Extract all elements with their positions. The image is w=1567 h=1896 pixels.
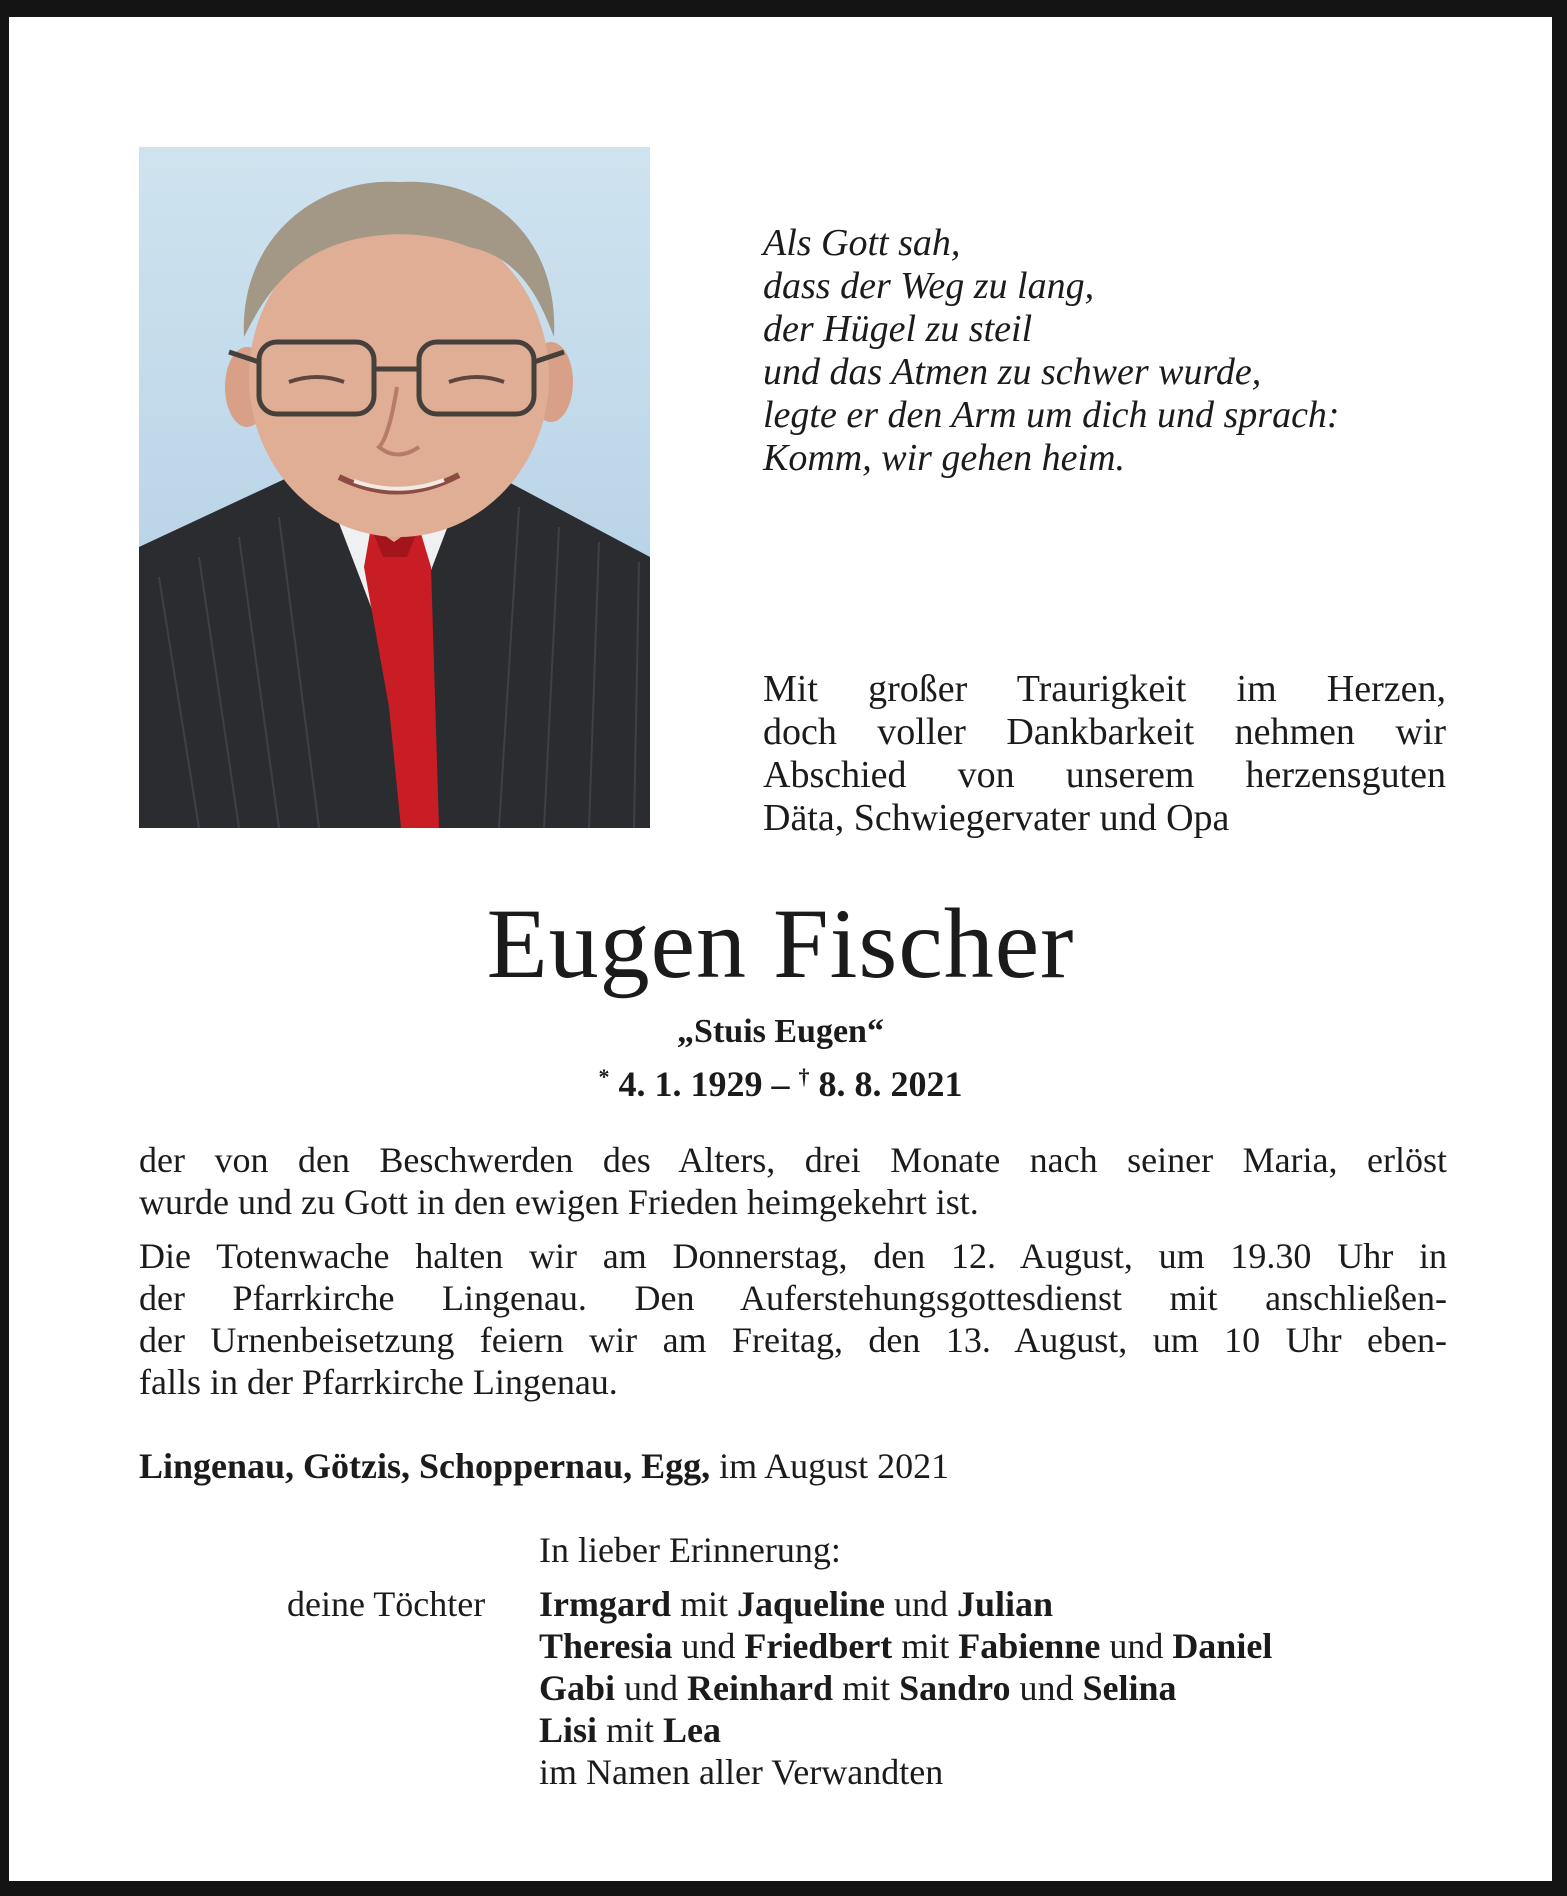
connector: und [1019,1668,1074,1708]
paragraph-release [139,1139,1447,1223]
paragraph-line: der von den Beschwerden des Alters, drei Monate nach seiner Maria, erlöst [139,1140,1447,1180]
paragraph-line: wurde und zu Gott in den ewigen Frieden heimgekehrt ist. [139,1182,979,1222]
nickname: „Stuis Eugen“ [677,1013,884,1050]
poem-line: der Hügel zu steil [763,308,1033,350]
place-date-line [139,1445,949,1487]
family-line [539,1709,1272,1751]
connector: mit [606,1710,655,1750]
family-line [539,1583,1272,1625]
intro-line: Abschied von unserem herzensguten [763,754,1446,796]
memory-heading: In lieber Erinnerung: [539,1530,841,1570]
paragraph-line: Die Totenwache halten wir am Donnerstag, den 12. August, um 19.30 Uhr in [139,1236,1447,1276]
paragraph-line: der Urnenbeisetzung feiern wir am Freitag, den 13. August, um 10 Uhr eben- [139,1320,1447,1360]
family-name: Julian [957,1584,1054,1624]
paragraph-line: der Pfarrkirche Lingenau. Den Auferstehungsgottesdienst mit anschließen- [139,1278,1447,1318]
connector: und [1109,1626,1164,1666]
family-name: Irmgard [539,1584,671,1624]
family-name: Fabienne [958,1626,1101,1666]
family-list [539,1583,1272,1793]
dates-dash: – [771,1064,790,1104]
intro-line: Däta, Schwiegervater und Opa [763,797,1230,839]
date-line: im August 2021 [719,1446,950,1486]
intro-line: doch voller Dankbarkeit nehmen wir [763,711,1446,753]
intro-line: Mit großer Traurigkeit im Herzen, [763,668,1446,710]
poem-line: Komm, wir gehen heim. [763,437,1126,479]
connector: mit [901,1626,950,1666]
poem [763,222,1340,480]
poem-line: legte er den Arm um dich und sprach: [763,394,1340,436]
birth-mark: * [598,1064,610,1089]
family-name: Friedbert [744,1626,893,1666]
portrait-photo [139,147,650,828]
paragraph-line: falls in der Pfarrkirche Lingenau. [139,1362,618,1402]
family-name: Lea [663,1710,722,1750]
intro-text [763,668,1446,840]
family-name: Daniel [1172,1626,1273,1666]
poem-line: Als Gott sah, [763,222,961,264]
connector: und [624,1668,679,1708]
family-line [539,1667,1272,1709]
connector: mit [842,1668,891,1708]
family-name: Reinhard [687,1668,834,1708]
family-name: Jaqueline [737,1584,886,1624]
places: Lingenau, Götzis, Schoppernau, Egg, [139,1446,711,1486]
family-line [539,1625,1272,1667]
closing-line: im Namen aller Verwandten [539,1752,944,1792]
poem-line: dass der Weg zu lang, [763,265,1095,307]
family-name: Theresia [539,1626,673,1666]
connector: und [894,1584,949,1624]
family-name: Gabi [539,1668,616,1708]
death-mark: † [798,1064,810,1089]
family-name: Selina [1082,1668,1177,1708]
deceased-name: Eugen Fischer [486,888,1075,999]
connector: und [681,1626,736,1666]
life-dates [9,1057,1552,1104]
birth-date: 4. 1. 1929 [618,1064,763,1104]
poem-line: und das Atmen zu schwer wurde, [763,351,1262,393]
family-name: Sandro [899,1668,1011,1708]
paragraph-services [139,1235,1447,1403]
death-date: 8. 8. 2021 [818,1064,963,1104]
notice-page [9,17,1552,1881]
family-name: Lisi [539,1710,598,1750]
connector: mit [679,1584,728,1624]
daughters-label: deine Töchter [287,1584,486,1624]
